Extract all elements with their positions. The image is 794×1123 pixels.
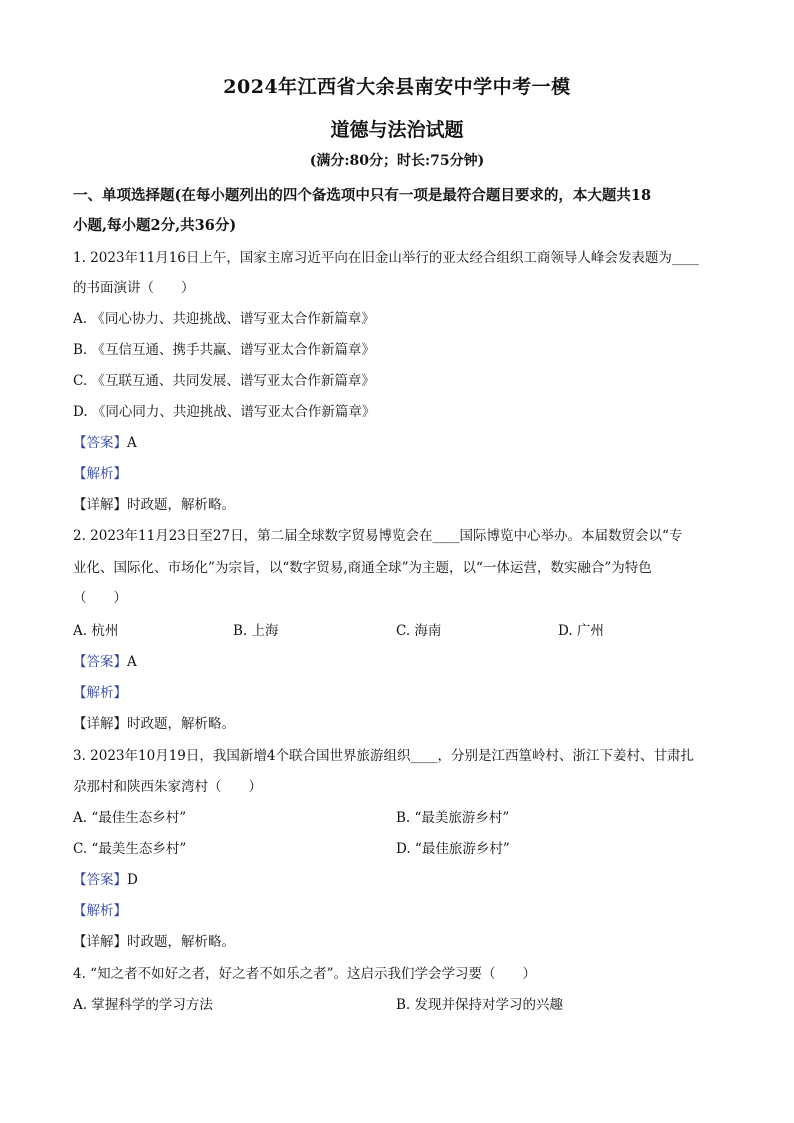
q2-option-a: A. 杭州: [73, 623, 119, 639]
q2-option-c: C. 海南: [396, 623, 442, 639]
q3-stem-line-1: 3. 2023年10月19日，我国新增4个联合国世界旅游组织____，分别是江西篁岭村、浙江下姜村、甘肃扎: [73, 748, 694, 764]
detail-text: 时政题，解析略。: [127, 934, 235, 950]
q3-option-d: D. “最佳旅游乡村”: [396, 841, 510, 857]
analysis-tag: 【解析】: [73, 466, 127, 482]
detail-tag: 【详解】: [73, 934, 127, 950]
q1-option-d: D. 《同心同力、共迎挑战、谱写亚太合作新篇章》: [73, 404, 376, 420]
answer-value: A: [127, 435, 137, 451]
q1-answer: [73, 431, 137, 451]
q1-option-c: C. 《互联互通、共同发展、谱写亚太合作新篇章》: [73, 373, 375, 389]
exam-info: (满分:80分；时长:75分钟): [309, 153, 485, 169]
answer-tag: 【答案】: [73, 872, 127, 888]
answer-value: A: [127, 654, 137, 670]
answer-tag: 【答案】: [73, 435, 127, 451]
q2-stem-line-1: 2. 2023年11月23日至27日，第二届全球数字贸易博览会在____国际博览中心举办。本届数贸会以“专: [73, 528, 683, 544]
q4-stem-line-1: 4. “知之者不如好之者，好之者不如乐之者”。这启示我们学会学习要（ ）: [73, 966, 536, 982]
exam-subject: 道德与法治试题: [330, 119, 464, 141]
analysis-tag: 【解析】: [73, 685, 127, 701]
q3-detail: [73, 930, 235, 950]
q1-option-b: B. 《互信互通、携手共赢、谱写亚太合作新篇章》: [73, 342, 376, 358]
detail-tag: 【详解】: [73, 497, 127, 513]
exam-title: 2024年江西省大余县南安中学中考一模: [223, 76, 571, 98]
section-heading-line-2: 小题,每小题2分,共36分): [73, 217, 237, 234]
answer-value: D: [127, 872, 138, 888]
section-heading-line-1: 一、单项选择题(在每小题列出的四个备选项中只有一项是最符合题目要求的，本大题共18: [73, 187, 652, 204]
q1-analysis: [73, 462, 127, 482]
q3-option-b: B. “最美旅游乡村”: [396, 810, 510, 826]
q3-option-c: C. “最美生态乡村”: [73, 841, 187, 857]
q1-stem-line-1: 1. 2023年11月16日上午，国家主席习近平向在旧金山举行的亚太经合组织工商领导人峰会发表题为____: [73, 250, 699, 266]
q3-option-a: A. “最佳生态乡村”: [73, 810, 187, 826]
q4-option-a: A. 掌握科学的学习方法: [73, 997, 213, 1013]
q2-option-b: B. 上海: [233, 623, 279, 639]
q2-stem-line-2: 业化、国际化、市场化”为宗旨，以“数字贸易,商通全球”为主题，以“一体运营，数实融合”为特色: [73, 560, 652, 576]
q2-detail: [73, 712, 235, 732]
q1-detail: [73, 493, 235, 513]
q4-option-b: B. 发现并保持对学习的兴趣: [396, 997, 564, 1013]
detail-text: 时政题，解析略。: [127, 716, 235, 732]
analysis-tag: 【解析】: [73, 903, 127, 919]
q3-stem-line-2: 尕那村和陕西朱家湾村（ ）: [73, 779, 262, 795]
q2-option-d: D. 广州: [558, 623, 604, 639]
detail-tag: 【详解】: [73, 716, 127, 732]
q1-stem-line-2: 的书面演讲（ ）: [73, 280, 195, 296]
q1-option-a: A. 《同心协力、共迎挑战、谱写亚太合作新篇章》: [73, 311, 375, 327]
detail-text: 时政题，解析略。: [127, 497, 235, 513]
q2-answer: [73, 650, 137, 670]
q3-analysis: [73, 899, 127, 919]
q2-stem-line-3: （ ）: [73, 590, 127, 606]
q3-answer: [73, 868, 138, 888]
q2-analysis: [73, 681, 127, 701]
answer-tag: 【答案】: [73, 654, 127, 670]
